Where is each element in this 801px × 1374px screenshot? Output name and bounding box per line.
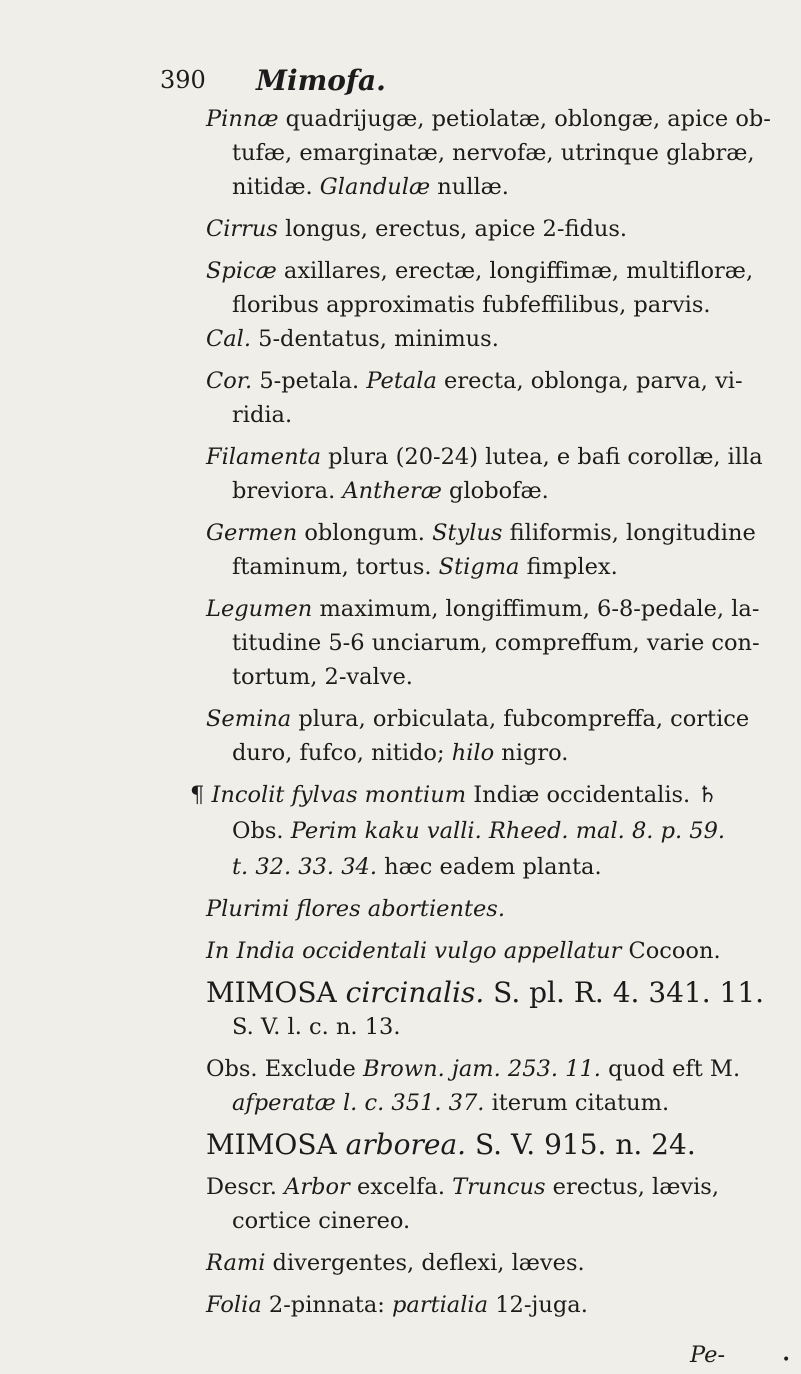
italic-segment: Cor.	[206, 368, 253, 394]
italic-segment: partialia	[392, 1292, 489, 1318]
italic-segment: circinalis.	[345, 976, 485, 1009]
text-segment: maximum, longiffimum, 6-8-pedale, la-	[312, 596, 760, 622]
text-segment: MIMOSA	[206, 976, 346, 1009]
text-segment: globofæ.	[441, 478, 549, 504]
text-segment: axillares, erectæ, longiffimæ, multifloræ,	[276, 258, 754, 284]
text-segment: quod eft M.	[600, 1056, 741, 1082]
text-segment: nitidæ.	[232, 174, 320, 200]
text-line	[206, 1130, 696, 1160]
text-segment: 5-dentatus, minimus.	[250, 326, 499, 352]
italic-segment: Pe-	[690, 1342, 726, 1368]
text-line	[232, 476, 549, 506]
text-segment: plura, orbiculata, fubcompreffa, cortice	[291, 706, 750, 732]
text-segment: longus, erectus, apice 2-fidus.	[277, 216, 628, 242]
text-line	[232, 738, 568, 768]
text-line	[206, 594, 759, 624]
text-line	[206, 1172, 719, 1202]
italic-segment: Truncus	[452, 1174, 546, 1200]
text-segment: floribus approximatis fubfeffilibus, parvis.	[232, 292, 711, 318]
text-segment: nigro.	[494, 740, 569, 766]
text-line	[232, 552, 618, 582]
italic-segment: Cirrus	[206, 216, 278, 242]
italic-segment: Incolit fylvas montium	[211, 782, 467, 808]
italic-segment: hilo	[451, 740, 495, 766]
italic-segment: t. 32. 33. 34.	[232, 854, 377, 880]
text-segment: S. pl. R. 4. 341. 11.	[484, 976, 765, 1009]
text-line	[206, 1290, 588, 1320]
text-line	[206, 894, 505, 924]
text-segment: S. V. l. c. n. 13.	[232, 1014, 401, 1040]
text-line	[206, 1054, 740, 1084]
text-line	[206, 1248, 585, 1278]
italic-segment: Petala	[366, 368, 437, 394]
text-line	[206, 978, 764, 1008]
text-line	[206, 104, 771, 134]
text-segment: ftaminum, tortus.	[232, 554, 439, 580]
text-line	[232, 172, 509, 202]
italic-segment: Germen	[206, 520, 298, 546]
text-line	[206, 518, 756, 548]
text-line	[206, 704, 749, 734]
text-segment: S. V. 915. n. 24.	[466, 1128, 696, 1161]
text-segment: tufæ, emarginatæ, nervofæ, utrinque glabræ,	[232, 140, 755, 166]
text-segment: divergentes, deflexi, læves.	[265, 1250, 585, 1276]
text-segment: 2-pinnata:	[261, 1292, 392, 1318]
text-segment: 12-juga.	[488, 1292, 588, 1318]
text-line	[232, 1088, 669, 1118]
text-segment: 5-petala.	[252, 368, 367, 394]
text-line	[206, 256, 753, 286]
text-segment: oblongum.	[297, 520, 433, 546]
ink-mark: •	[782, 1352, 791, 1368]
text-segment: quadrijugæ, petiolatæ, oblongæ, apice ob-	[278, 106, 771, 132]
italic-segment: afperatæ l. c. 351. 37.	[232, 1090, 485, 1116]
italic-segment: Folia	[206, 1292, 262, 1318]
text-segment: duro, fufco, nitido;	[232, 740, 452, 766]
text-segment: erectus, lævis,	[545, 1174, 720, 1200]
page-number: 390	[160, 66, 206, 94]
text-segment: cortice cinereo.	[232, 1208, 411, 1234]
text-line	[232, 852, 602, 882]
italic-segment: Perim kaku valli. Rheed. mal. 8. p. 59.	[290, 818, 726, 844]
text-segment: erecta, oblonga, parva, vi-	[436, 368, 743, 394]
text-line	[206, 442, 763, 472]
text-line	[232, 1206, 410, 1236]
running-title: Mimofa.	[256, 64, 386, 97]
text-line	[232, 628, 760, 658]
italic-segment: Pinnæ	[206, 106, 279, 132]
italic-segment: In India occidentali vulgo appellatur	[206, 938, 622, 964]
italic-segment: Glandulæ	[319, 174, 431, 200]
text-segment: Descr.	[206, 1174, 285, 1200]
text-segment: ¶	[190, 782, 212, 808]
italic-segment: Legumen	[206, 596, 313, 622]
text-segment: nullæ.	[430, 174, 509, 200]
text-segment: excelfa.	[349, 1174, 453, 1200]
text-segment: filiformis, longitudine	[502, 520, 756, 546]
text-line	[232, 1012, 401, 1042]
text-segment: fimplex.	[519, 554, 618, 580]
text-segment: plura (20-24) lutea, e bafi corollæ, illa	[321, 444, 763, 470]
text-line	[232, 400, 292, 430]
text-segment: hæc eadem planta.	[377, 854, 602, 880]
italic-segment: Arbor	[284, 1174, 350, 1200]
text-segment: MIMOSA	[206, 1128, 346, 1161]
italic-segment: Stigma	[438, 554, 520, 580]
text-line	[232, 138, 755, 168]
italic-segment: Stylus	[432, 520, 503, 546]
italic-segment: arborea.	[345, 1128, 467, 1161]
text-segment: tortum, 2-valve.	[232, 664, 413, 690]
text-line	[232, 816, 725, 846]
text-segment: Obs. Exclude	[206, 1056, 363, 1082]
italic-segment: Semina	[206, 706, 292, 732]
italic-segment: Cal.	[206, 326, 251, 352]
italic-segment: Brown. jam. 253. 11.	[362, 1056, 601, 1082]
text-segment: breviora.	[232, 478, 343, 504]
text-segment: Indiæ occidentalis. ♄	[466, 782, 718, 808]
text-line	[690, 1340, 725, 1370]
text-segment: Obs.	[232, 818, 291, 844]
text-line	[232, 290, 711, 320]
text-segment: titudine 5-6 unciarum, compreffum, varie con-	[232, 630, 760, 656]
text-segment: ridia.	[232, 402, 293, 428]
italic-segment: Spicæ	[206, 258, 277, 284]
italic-segment: Filamenta	[206, 444, 322, 470]
text-line	[206, 214, 627, 244]
text-line	[206, 936, 721, 966]
italic-segment: Plurimi flores abortientes.	[206, 896, 506, 922]
italic-segment: Rami	[206, 1250, 266, 1276]
text-segment: iterum citatum.	[484, 1090, 670, 1116]
italic-segment: Antheræ	[342, 478, 442, 504]
text-line	[232, 662, 413, 692]
text-line	[206, 324, 499, 354]
text-segment: Cocoon.	[621, 938, 721, 964]
text-line	[190, 780, 718, 810]
text-line	[206, 366, 743, 396]
